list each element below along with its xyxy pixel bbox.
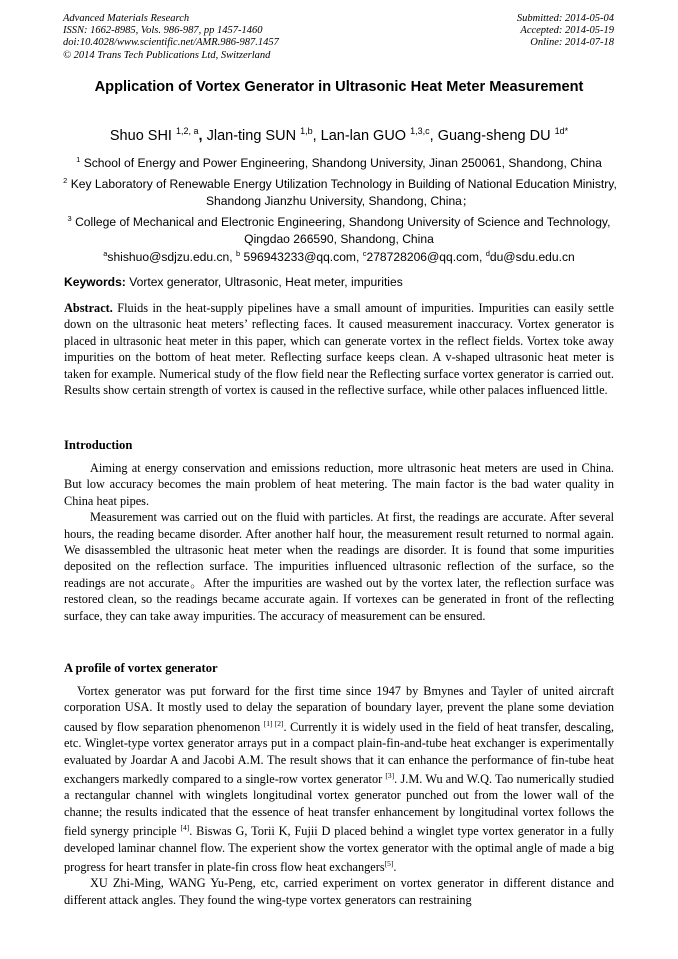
introduction-body (64, 460, 614, 624)
affiliation (60, 211, 618, 247)
keywords-text: Vortex generator, Ultrasonic, Heat meter, impurities (125, 275, 403, 289)
author-separator: , (312, 128, 317, 144)
author-separator: , (198, 128, 203, 144)
section-heading-introduction: Introduction (64, 438, 133, 452)
citation: [5] (384, 859, 394, 869)
abstract-text: Fluids in the heat-supply pipelines have a small amount of impurities. Impurities can easily settle down on the ultrasonic heat meters’ reflecting faces. It caused measurement inaccuracy. Vortex generator is placed in ultrasonic heat meter in this paper, which can generate vortex in the reflect fields. Vortex toke away impurities on the bottom of heat meter. Reflecting surface keeps clean. A v-shaped ultrasonic heat meter is taken for example. Numerical study of the flow field near the Reflecting surface vortex generator is carried out. Results show certain strength of vortex is caused in the reflective surface, while other palaces influenced little. (64, 301, 614, 398)
email-mark: c (362, 249, 367, 258)
email-address: 278728206@qq.com, (366, 250, 486, 264)
submitted-date: Submitted: 2014-05-04 (516, 13, 614, 24)
journal-name: Advanced Materials Research (63, 13, 190, 24)
accepted-date: Accepted: 2014-05-19 (520, 25, 614, 37)
affiliation-text: Key Laboratory of Renewable Energy Utilization Technology in Building of National Education Ministry, Shandong Jianzhu University, Shandong, China； (70, 177, 617, 208)
section-heading-profile: A profile of vortex generator (64, 661, 218, 675)
email-address: 596943233@qq.com, (240, 250, 363, 264)
paragraph-text: . Currently it is widely used in the field of heat transfer, descaling, etc. Winglet-type vortex generator arrays put in a compact plain-fin-and-tube heat exchanger is experimentally evaluated by Joardar A and Jacobi A.M. The result shows that it can enhance the performance of fin-tube heat exchangers markedly compared to a single-row vortex generator (64, 719, 615, 787)
keywords-label: Keywords: (64, 275, 126, 289)
paragraph: XU Zhi-Ming, WANG Yu-Peng, etc, carried experiment on vortex generator in different distance and different attack angles. They found the wing-type vortex generators can restraining (64, 876, 614, 907)
author-list (0, 126, 678, 144)
paper-title: Application of Vortex Generator in Ultrasonic Heat Meter Measurement (94, 79, 584, 95)
journal-info (63, 13, 279, 62)
abstract-label: Abstract. (64, 301, 113, 315)
author-affiliation-mark: 1,3,c (410, 126, 430, 136)
keywords (64, 275, 403, 289)
doi-line: doi:10.4028/www.scientific.net/AMR.986-987.1457 (63, 37, 279, 49)
citation: [4] (180, 823, 190, 833)
copyright-line: © 2014 Trans Tech Publications Ltd, Switzerland (63, 49, 271, 61)
abstract (64, 300, 614, 398)
author-name: Lan-lan GUO (320, 128, 407, 144)
affiliation (62, 173, 618, 209)
author-separator: , (429, 128, 434, 144)
author-affiliation-mark: 1,b (300, 126, 313, 136)
affiliation-number: 2 (63, 176, 68, 185)
affiliation-number: 1 (76, 155, 81, 164)
email-mark: d (485, 249, 490, 258)
citation: [3] (385, 771, 395, 781)
paragraph-text: Vortex generator was put forward for the first time since 1947 by Bmynes and Tayler of united aircraft corporation USA. It mostly used to delay the separation of boundary layer, prevent the plane some deviation caused by flow separation phenomenon (64, 684, 614, 734)
author-name: Jlan-ting SUN (206, 128, 297, 144)
affiliation-text: College of Mechanical and Electronic Engineering, Shandong University of Science and Technology, Qingdao 266590, Shandong, China (75, 215, 611, 246)
paragraph-text: . Biswas G, Torii K, Fujii D placed behind a winglet type vortex generator in a fully developed laminar channel flow. The experient show the vortex generator with the optimal angle of made a big progress for heart transfer in plate-fin cross flow heat exchangers (64, 824, 614, 875)
paragraph-text: . (393, 860, 397, 875)
paragraph: Aiming at energy conservation and emissions reduction, more ultrasonic heat meters are used in China. But low accuracy becomes the main problem of heat metering. The main factor is the bad water quality in China heat pipes. (64, 461, 614, 508)
profile-body (64, 683, 614, 908)
email-address: du@sdu.edu.cn (489, 250, 575, 264)
paragraph (64, 683, 614, 875)
citation: [1] [2] (263, 718, 284, 728)
affiliation-text: School of Energy and Power Engineering, Shandong University, Jinan 250061, Shandong, China (83, 156, 602, 170)
email-mark: a (103, 249, 108, 258)
paragraph: Measurement was carried out on the fluid with particles. At first, the readings are accurate. After several hours, the reading became disorder. After another half hour, the measurement result returned to normal again. We disassembled the ultrasonic heat meter when the readings are disorder. It is found that some impurities deposited on the reflection surface. The impurities influenced ultrasonic reflection of the surface, so the readings are not accurate。After the impurities are washed out by the vortex later, the reflection surface was restored clean, so the readings became accurate again. If vortexes can be generated in front of the reflecting surface, they can take away impurities. The accuracy of measurement can be ensured. (64, 510, 614, 623)
email-address: shishuo@sdjzu.edu.cn, (107, 250, 236, 264)
author-affiliation-mark: 1,2, a (176, 126, 199, 136)
author-name: Shuo SHI (109, 128, 172, 144)
submission-dates (517, 13, 614, 50)
author-affiliation-mark: 1d* (554, 126, 569, 136)
online-date: Online: 2014-07-18 (530, 37, 614, 49)
paragraph-text: . J.M. Wu and W.Q. Tao numerically studied a rectangular channel with winglets longitudinal vortex generator punched out from the lower wall of the channe; the results indicated that the essence of heat transfer enhancement by longitudinal vortex follows the field synergy principle (64, 772, 614, 839)
affiliation (60, 152, 618, 172)
author-name: Guang-sheng DU (437, 128, 551, 144)
email-mark: b (236, 249, 241, 258)
issn-line: ISSN: 1662-8985, Vols. 986-987, pp 1457-1460 (63, 25, 263, 37)
email-list (60, 246, 618, 266)
affiliation-number: 3 (67, 214, 72, 223)
